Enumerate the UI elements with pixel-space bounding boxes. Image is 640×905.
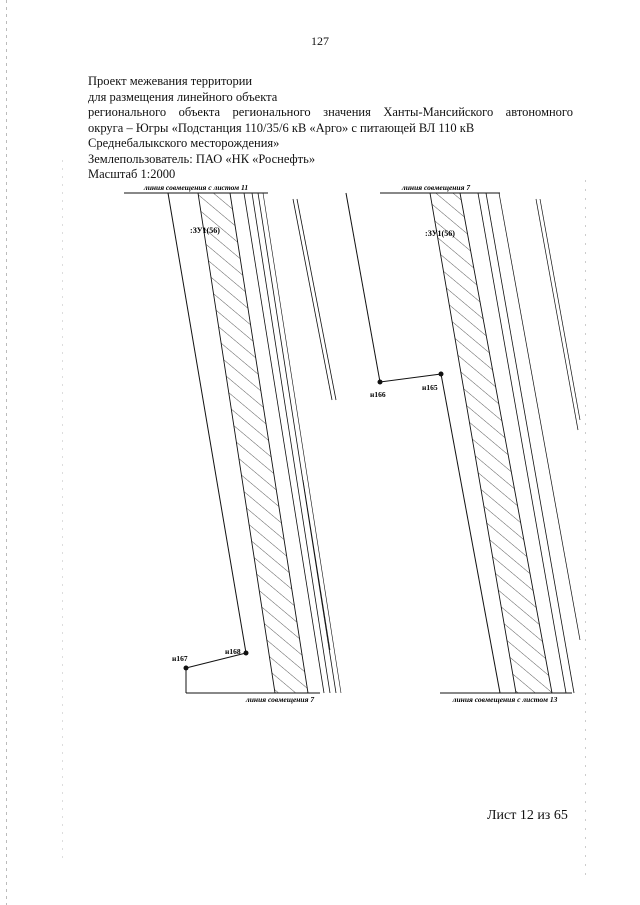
- point-n168-marker: [244, 651, 249, 656]
- point-n166-marker: [378, 380, 383, 385]
- right-boundary-upper: [346, 193, 380, 382]
- sheet-number: Лист 12 из 65: [487, 808, 568, 823]
- right-edge-line-3: [540, 199, 580, 420]
- point-n167-marker: [184, 666, 189, 671]
- point-n165-label: н165: [422, 383, 438, 392]
- left-edge-line-1: [293, 199, 332, 400]
- left-bottom-join-label: линия совмещения 7: [245, 695, 315, 704]
- left-top-join-label: линия совмещения с листом 11: [143, 183, 249, 192]
- header-line-1: Проект межевания территории: [88, 74, 253, 88]
- right-sheet: [346, 183, 580, 704]
- header-line-5: Среднебалыкского месторождения»: [88, 136, 280, 150]
- left-parcel-strip: [198, 193, 308, 693]
- header-line-4: округа – Югры «Подстанция 110/35/6 кВ «Арго» с питающей ВЛ 110 кВ: [88, 120, 475, 135]
- right-boundary-n166-n165: [380, 374, 441, 382]
- header-line-3: регионального объекта регионального значения Ханты-Мансийского автономного: [88, 105, 573, 119]
- point-n166-label: н166: [370, 390, 386, 399]
- point-n165-marker: [439, 372, 444, 377]
- point-n168-label: н168: [225, 647, 241, 656]
- right-edge-line-2: [536, 199, 578, 430]
- right-bottom-join-label: линия совмещения с листом 13: [452, 695, 558, 704]
- page-number: 127: [311, 34, 329, 48]
- right-top-join-label: линия совмещения 7: [401, 183, 471, 192]
- left-edge-line-3: [303, 480, 330, 650]
- header-line-2: для размещения линейного объекта: [88, 89, 278, 104]
- left-sheet: [124, 183, 341, 704]
- left-parcel-label: :ЗУ1(56): [190, 226, 220, 235]
- land-user: Землепользователь: ПАО «НК «Роснефть»: [88, 151, 316, 166]
- point-n167-label: н167: [172, 654, 188, 663]
- map-scale: Масштаб 1:2000: [88, 167, 176, 181]
- left-edge-line-2: [297, 199, 336, 400]
- right-parcel-label: :ЗУ1(56): [425, 229, 455, 238]
